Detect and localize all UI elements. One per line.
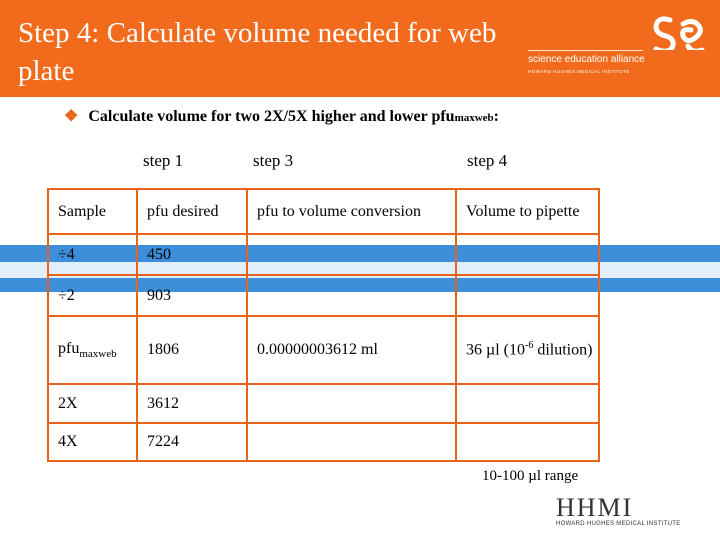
bullet-text: Calculate volume for two 2X/5X higher and lower pfu xyxy=(88,108,455,125)
table-row xyxy=(48,234,599,275)
logo-text: science education alliance xyxy=(528,54,645,65)
pfu-cell: 7224 xyxy=(137,423,247,461)
bullet-suffix: : xyxy=(493,108,499,125)
diamond-bullet-icon: ❖ xyxy=(64,108,79,125)
logo-divider xyxy=(528,50,643,51)
volume-exponent: -6 xyxy=(525,340,534,352)
slide-title: Step 4: Calculate volume needed for web plate xyxy=(18,17,497,87)
header-pfu-desired: pfu desired xyxy=(137,189,247,234)
volume-cell xyxy=(456,275,599,316)
sample-cell: ÷2 xyxy=(48,275,137,316)
volume-cell xyxy=(456,234,599,275)
sample-cell: ÷4 xyxy=(48,234,137,275)
step-4-label: step 4 xyxy=(467,151,508,170)
step-1-label: step 1 xyxy=(143,151,184,170)
volume-cell xyxy=(456,316,599,384)
conversion-cell: 0.00000003612 ml xyxy=(247,316,456,384)
header-volume: Volume to pipette xyxy=(456,189,599,234)
logo-subtext: HOWARD HUGHES MEDICAL INSTITUTE xyxy=(528,69,630,74)
conversion-cell xyxy=(247,384,456,423)
title-banner xyxy=(0,0,720,97)
conversion-cell xyxy=(247,275,456,316)
range-note: 10-100 µl range xyxy=(482,468,579,484)
table-row xyxy=(48,384,599,423)
hhmi-logo xyxy=(556,495,706,530)
sea-logo-icon xyxy=(520,10,710,50)
header-conversion: pfu to volume conversion xyxy=(247,189,456,234)
bullet-point xyxy=(64,106,499,126)
sample-subscript: maxweb xyxy=(79,348,117,361)
volume-text: 36 µl (10 xyxy=(466,341,525,359)
header-sample: Sample xyxy=(48,189,137,234)
pfu-cell: 450 xyxy=(137,234,247,275)
step-3-label: step 3 xyxy=(253,151,294,170)
volume-table xyxy=(47,188,600,462)
volume-text-end: dilution) xyxy=(533,341,593,359)
sea-logo xyxy=(520,20,710,80)
conversion-cell xyxy=(247,234,456,275)
hhmi-logo-text: HHMI xyxy=(556,493,634,522)
sample-text: pfu xyxy=(58,339,80,357)
table-header-row xyxy=(48,189,599,234)
table-row xyxy=(48,316,599,384)
sample-cell xyxy=(48,316,137,384)
table-row xyxy=(48,423,599,461)
hhmi-logo-subtext: HOWARD HUGHES MEDICAL INSTITUTE xyxy=(556,521,681,527)
pfu-cell: 3612 xyxy=(137,384,247,423)
sample-cell: 2X xyxy=(48,384,137,423)
volume-cell xyxy=(456,423,599,461)
table-row xyxy=(48,275,599,316)
conversion-cell xyxy=(247,423,456,461)
volume-cell xyxy=(456,384,599,423)
sample-cell: 4X xyxy=(48,423,137,461)
bullet-subscript: maxweb xyxy=(454,112,494,124)
pfu-cell: 1806 xyxy=(137,316,247,384)
pfu-cell: 903 xyxy=(137,275,247,316)
